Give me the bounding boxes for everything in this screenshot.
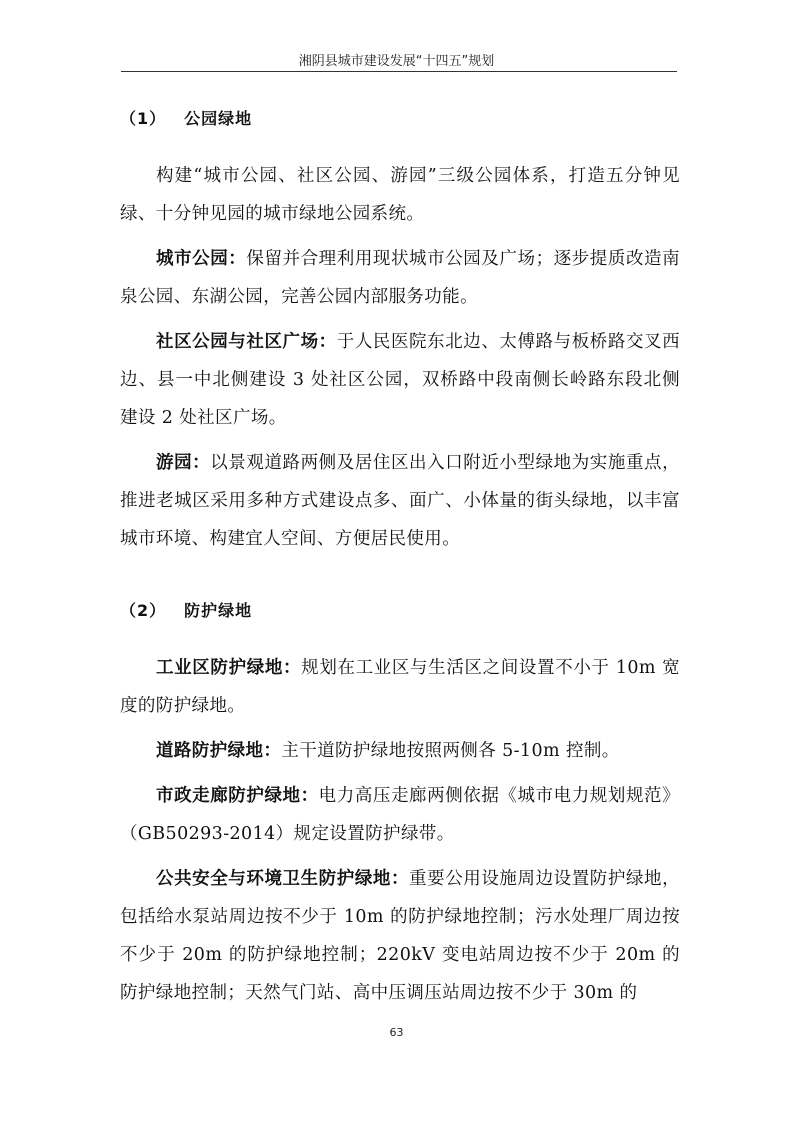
paragraph-pocket-park <box>120 444 680 558</box>
paragraph-label: 游园： <box>156 453 211 473</box>
section-1-intro: 构建“城市公园、社区公园、游园”三级公园体系，打造五分钟见绿、十分钟见园的城市绿地公园系统。 <box>120 166 680 224</box>
paragraph-text: 主干道防护绿地按照两侧各 5-10m 控制。 <box>281 741 620 761</box>
paragraph-label: 公共安全与环境卫生防护绿地： <box>156 869 410 889</box>
paragraph-industrial-buffer <box>120 649 680 725</box>
paragraph-text: 电力高压走廊两侧依据《城市电力规划规范》（GB50293-2014）规定设置防护绿带。 <box>120 786 680 844</box>
section-1-number: （1） <box>120 109 167 128</box>
paragraph-city-park <box>120 240 680 316</box>
paragraph-text: 规划在工业区与生活区之间设置不小于 10m 宽度的防护绿地。 <box>120 658 681 716</box>
paragraph-text: 于人民医院东北边、太傅路与板桥路交叉西边、县一中北侧建设 3 处社区公园，双桥路中段南侧长岭路东段北侧建设 2 处社区广场。 <box>120 332 680 428</box>
section-2-number: （2） <box>120 601 167 620</box>
paragraph-text: 保留并合理利用现状城市公园及广场；逐步提质改造南泉公园、东湖公园，完善公园内部服务功能。 <box>120 249 680 307</box>
section-2-heading <box>120 598 252 621</box>
section-1-title: 公园绿地 <box>184 109 253 128</box>
header-divider <box>121 71 677 72</box>
paragraph-utility-corridor <box>120 777 680 853</box>
section-1-heading <box>120 106 252 129</box>
paragraph-text: 重要公用设施周边设置防护绿地，包括给水泵站周边按不少于 10m 的防护绿地控制；污水处理厂周边按不少于 20m 的防护绿地控制；220kV 变电站周边按不少于 20m 的防护绿地控制；天然气门站、高中压调压站周边按不少于 30m 的 <box>120 869 680 1003</box>
paragraph-text: 以景观道路两侧及居住区出入口附近小型绿地为实施重点，推进老城区采用多种方式建设点多、面广、小体量的街头绿地，以丰富城市环境、构建宜人空间、方便居民使用。 <box>120 453 680 549</box>
section-2-body <box>120 649 680 1012</box>
section-1-body <box>120 157 680 558</box>
section-2-title: 防护绿地 <box>184 601 253 620</box>
paragraph-public-safety-buffer <box>120 860 680 1012</box>
paragraph-community-park <box>120 323 680 437</box>
page-header-title: 湘阴县城市建设发展“十四五”规划 <box>298 54 495 69</box>
paragraph-label: 道路防护绿地： <box>156 741 282 761</box>
page-number: 63 <box>389 1026 404 1039</box>
paragraph-label: 工业区防护绿地： <box>156 658 302 678</box>
paragraph-label: 社区公园与社区广场： <box>156 332 337 352</box>
paragraph-road-buffer <box>120 732 680 770</box>
paragraph-label: 城市公园： <box>156 249 247 269</box>
paragraph-label: 市政走廊防护绿地： <box>156 786 319 806</box>
